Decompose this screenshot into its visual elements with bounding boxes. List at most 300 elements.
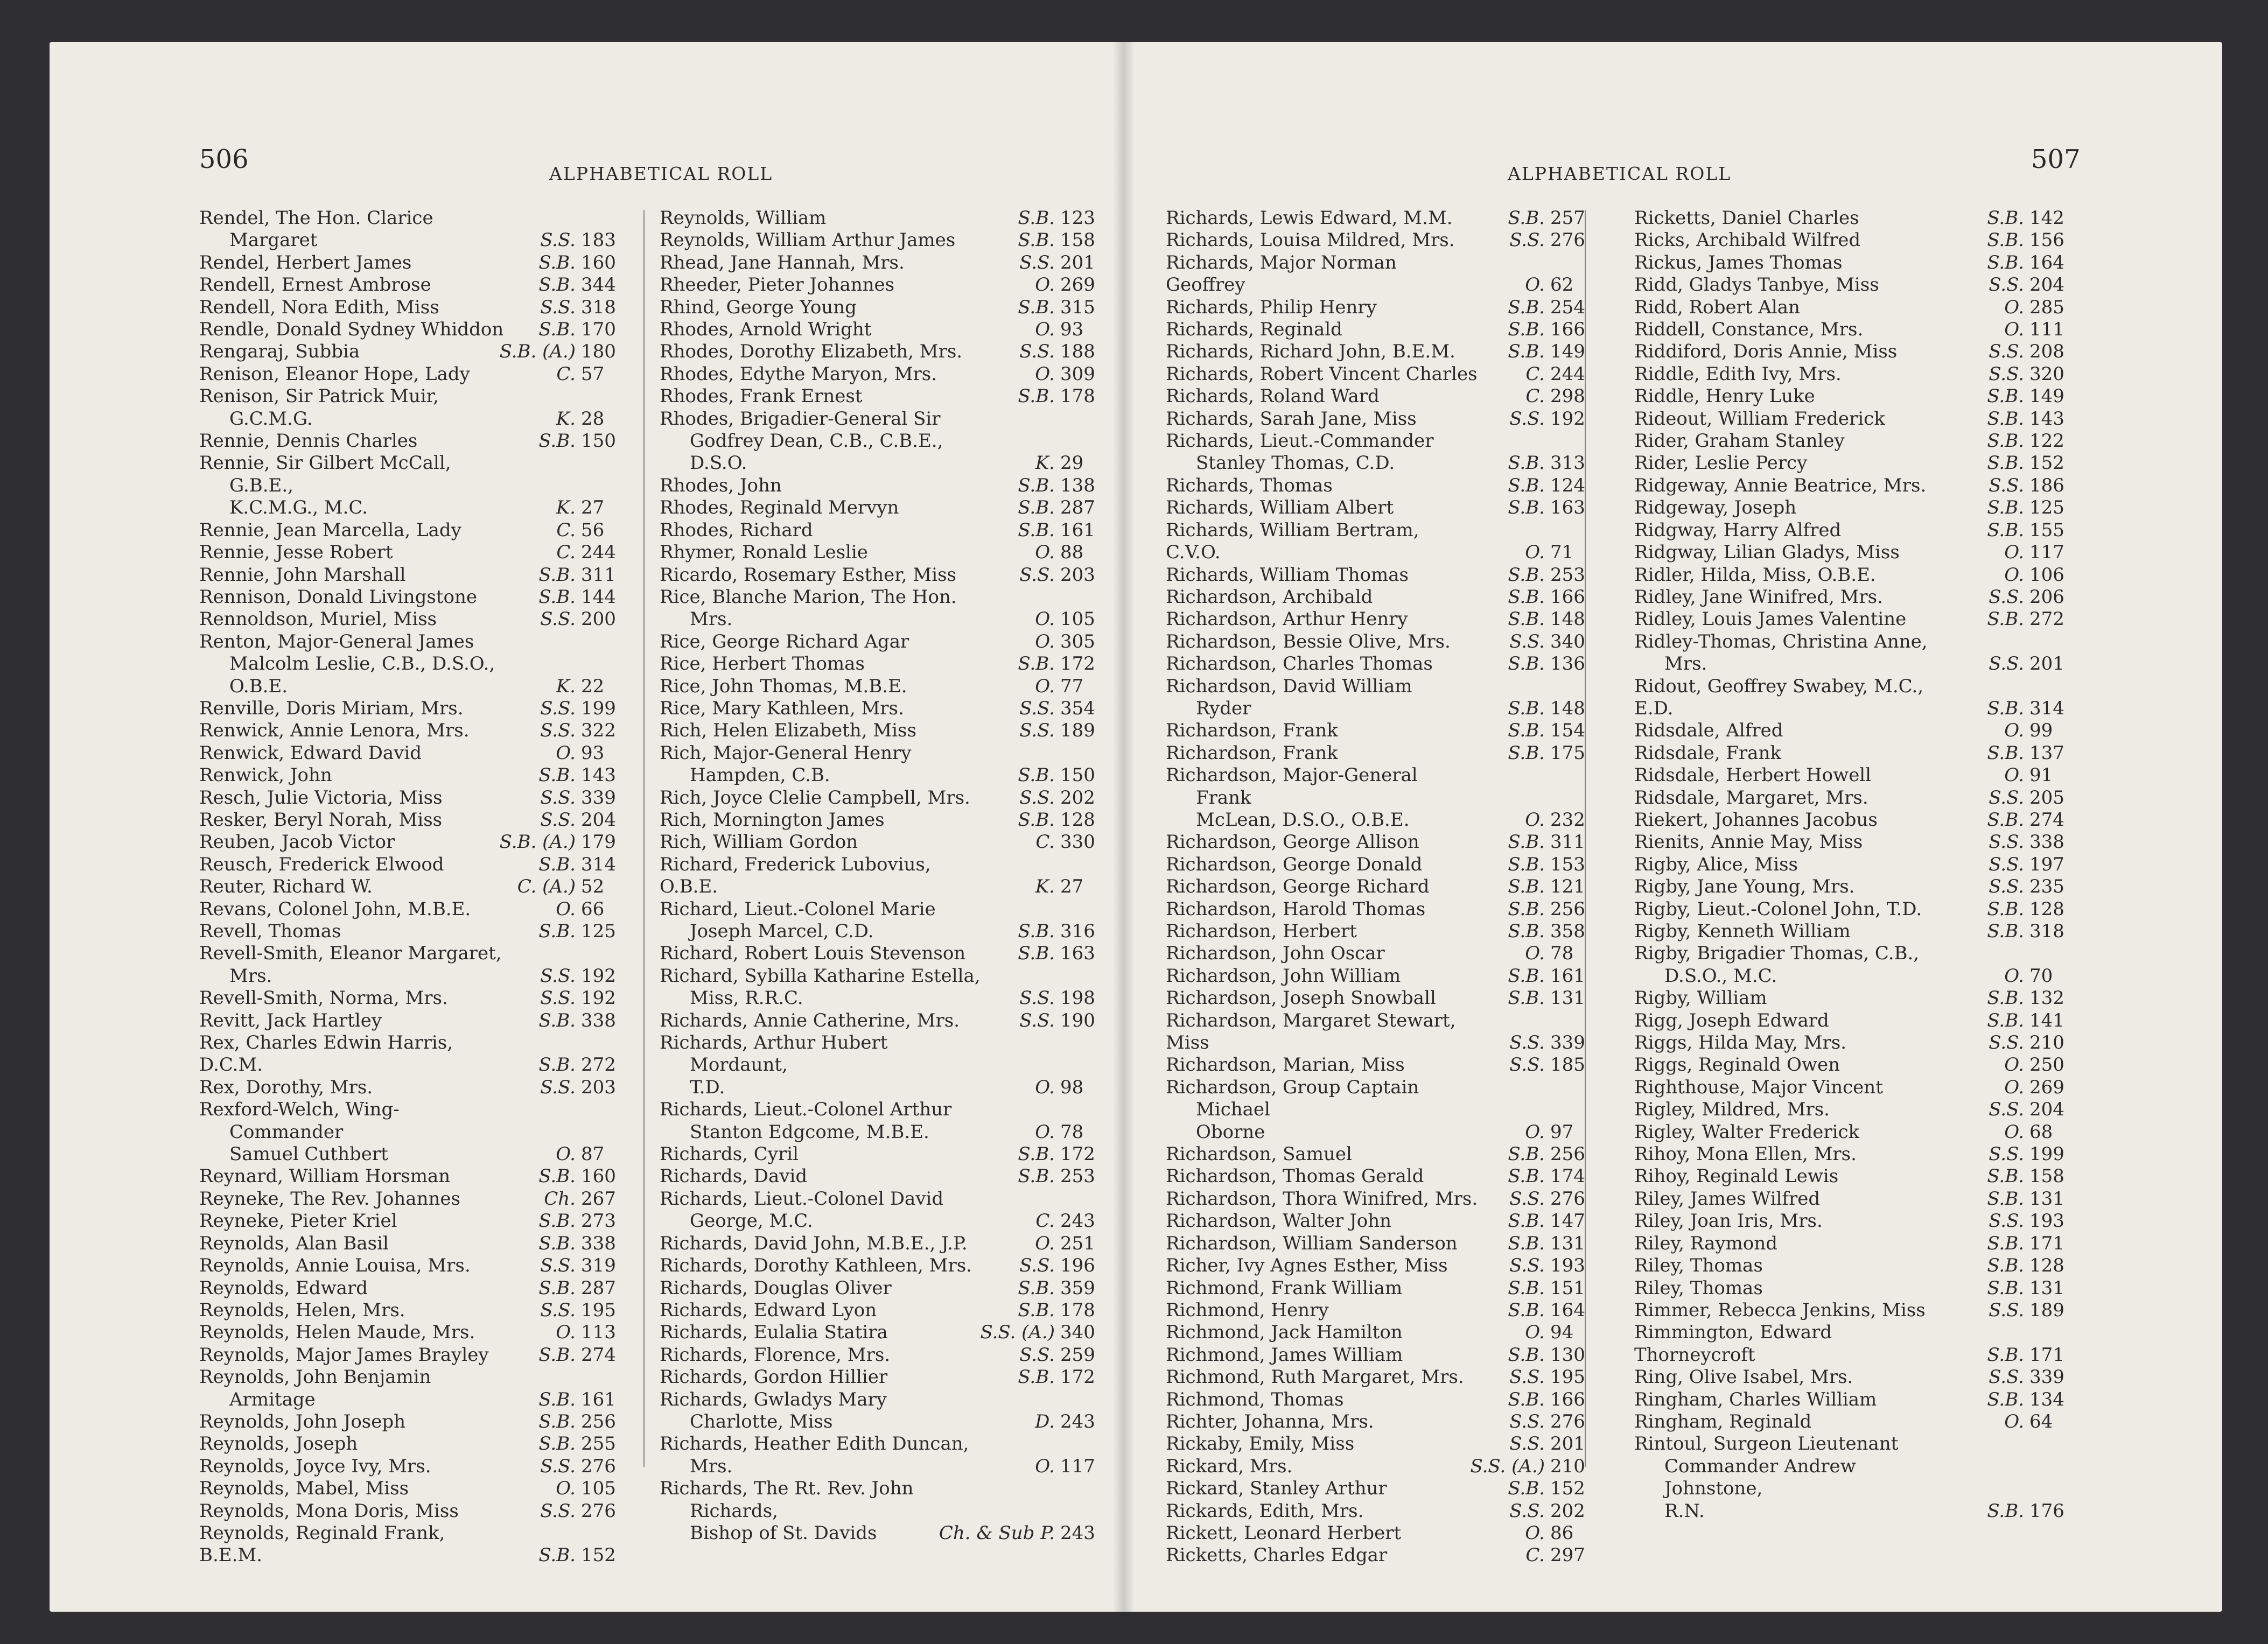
- entry-name: Reynolds, John Joseph: [199, 1410, 406, 1432]
- entry-page-ref: 201: [2029, 653, 2064, 675]
- entry-page-ref: 113: [581, 1322, 616, 1344]
- entry-name: Richmond, Frank William: [1166, 1277, 1403, 1299]
- roll-entry: [660, 1255, 1107, 1277]
- roll-entry: [1166, 1233, 1597, 1255]
- entry-section: S.B.: [538, 1165, 576, 1188]
- entry-page-ref: 287: [581, 1277, 616, 1299]
- entry-section: S.B.: [1987, 987, 2024, 1009]
- entry-section: S.B.: [1508, 1210, 1545, 1232]
- entry-name: Richards, Cyril: [660, 1143, 799, 1165]
- roll-entry: [1166, 1411, 1597, 1433]
- entry-name: Riddle, Edith Ivy, Mrs.: [1634, 363, 1842, 385]
- entry-page-ref: 77: [1060, 675, 1084, 697]
- entry-name: Riggs, Reginald Owen: [1634, 1054, 1840, 1076]
- entry-name: Renwick, Annie Lenora, Mrs.: [199, 720, 470, 742]
- entry-page-ref: 175: [1550, 742, 1585, 764]
- entry-page-ref: 62: [1550, 274, 1574, 296]
- entry-name: Rendell, Ernest Ambrose: [199, 274, 431, 296]
- roll-entry: [199, 943, 627, 987]
- entry-section: S.B.: [538, 853, 576, 875]
- entry-section: C.: [1525, 363, 1545, 385]
- roll-entry: [1634, 608, 2076, 630]
- entry-section: S.S.: [1509, 1032, 1545, 1054]
- entry-name: Rhymer, Ronald Leslie: [660, 542, 868, 564]
- entry-name: Renison, Eleanor Hope, Lady: [199, 363, 470, 385]
- roll-entry: [1166, 676, 1597, 720]
- roll-entry: [199, 1433, 627, 1455]
- entry-name: Richards, Richard John, B.E.M.: [1166, 341, 1455, 363]
- roll-entry: [199, 720, 627, 742]
- entry-name: Rheeder, Pieter Johannes: [660, 274, 895, 296]
- roll-entry: [660, 965, 1107, 1010]
- entry-page-ref: 250: [2029, 1054, 2064, 1076]
- entry-name: Rimmer, Rebecca Jenkins, Miss: [1634, 1299, 1926, 1321]
- entry-page-ref: 287: [1060, 497, 1095, 519]
- entry-section: C.: [556, 519, 576, 541]
- entry-name: Rhind, George Young: [660, 296, 857, 318]
- entry-page-ref: 255: [581, 1433, 616, 1455]
- entry-page-ref: 22: [581, 675, 605, 697]
- entry-section: S.S.: [1989, 1032, 2024, 1054]
- entry-page-ref: 78: [1060, 1121, 1084, 1143]
- entry-name: Richardson, John William: [1166, 965, 1401, 987]
- entry-page-ref: 149: [2029, 385, 2064, 408]
- entry-page-ref: 259: [1060, 1344, 1095, 1366]
- entry-name: Rhodes, Dorothy Elizabeth, Mrs.: [660, 341, 963, 363]
- roll-entry: [1166, 1054, 1597, 1076]
- entry-section: S.B.: [1987, 1232, 2024, 1254]
- roll-entry: [1634, 564, 2076, 586]
- entry-section: O.: [1035, 1455, 1055, 1477]
- entry-name: Ridout, Geoffrey Swabey, M.C., E.D.: [1634, 675, 1924, 719]
- entry-section: S.B.: [1987, 1255, 2024, 1277]
- entry-section: S.B.: [1987, 519, 2024, 541]
- roll-entry: [1634, 207, 2076, 229]
- entry-page-ref: 256: [1550, 898, 1585, 920]
- entry-section: O.: [2004, 1076, 2024, 1098]
- entry-section: S.B.: [1508, 452, 1545, 474]
- entry-name: Ridgway, Lilian Gladys, Miss: [1634, 542, 1900, 564]
- roll-entry: [1166, 1433, 1597, 1455]
- entry-section: S.B.: [538, 1388, 576, 1410]
- entry-page-ref: 160: [581, 1165, 616, 1188]
- entry-section: S.S.: [1019, 1009, 1055, 1031]
- roll-entry: [199, 542, 627, 564]
- entry-section: S.S.: [1989, 1366, 2024, 1388]
- roll-entry: [660, 1433, 1107, 1478]
- entry-name: Reyneke, The Rev. Johannes: [199, 1188, 460, 1210]
- entry-section: O.: [1035, 1232, 1055, 1254]
- entry-page-ref: 192: [581, 965, 616, 987]
- roll-entry: [1634, 229, 2076, 251]
- entry-section: O.: [2004, 542, 2024, 564]
- entry-page-ref: 315: [1060, 296, 1095, 318]
- entry-section: S.B.: [1987, 1388, 2024, 1410]
- roll-entry: [660, 1010, 1107, 1032]
- entry-page-ref: 253: [1060, 1165, 1095, 1188]
- entry-name: Reynolds, Mona Doris, Miss: [199, 1500, 459, 1522]
- entry-name: Rennoldson, Muriel, Miss: [199, 608, 437, 630]
- entry-page-ref: 316: [1060, 921, 1095, 942]
- entry-name: Reynolds, Helen Maude, Mrs.: [199, 1322, 475, 1344]
- entry-section: S.B.: [1987, 408, 2024, 430]
- roll-entry: [1634, 1433, 2076, 1522]
- roll-entry: [199, 1188, 627, 1210]
- entry-page-ref: 147: [1550, 1210, 1585, 1232]
- entry-page-ref: 97: [1550, 1121, 1574, 1143]
- entry-page-ref: 243: [1060, 1522, 1095, 1544]
- roll-entry: [1166, 631, 1597, 653]
- entry-page-ref: 193: [1550, 1255, 1585, 1277]
- roll-entry: [1166, 363, 1597, 385]
- entry-section: S.B.: [1508, 831, 1545, 853]
- entry-page-ref: 201: [1060, 251, 1095, 273]
- entry-name: Renwick, John: [199, 764, 332, 786]
- entry-name: Rintoul, Surgeon Lieutenant Commander Andrew Johnstone, R.N.: [1634, 1433, 1899, 1522]
- entry-page-ref: 151: [1550, 1277, 1585, 1299]
- entry-page-ref: 155: [2029, 519, 2064, 541]
- entry-page-ref: 269: [2029, 1076, 2064, 1098]
- entry-name: Reynolds, Annie Louisa, Mrs.: [199, 1255, 471, 1277]
- entry-name: Rickaby, Emily, Miss: [1166, 1433, 1355, 1455]
- entry-section: S.S.: [1509, 1054, 1545, 1076]
- roll-entry: [1166, 1478, 1597, 1500]
- entry-page-ref: 244: [1550, 363, 1585, 385]
- roll-entry: [199, 987, 627, 1009]
- entry-page-ref: 185: [1550, 1054, 1585, 1076]
- entry-section: S.B.: [1018, 519, 1055, 541]
- entry-name: Rider, Leslie Percy: [1634, 452, 1808, 474]
- entry-section: S.B.: [1508, 608, 1545, 630]
- entry-section: S.B.: [1508, 1277, 1545, 1299]
- roll-entry: [199, 1032, 627, 1077]
- entry-page-ref: 150: [581, 430, 616, 452]
- entry-section: S.B.: [1987, 207, 2024, 229]
- entry-name: Richards, Douglas Oliver: [660, 1277, 892, 1299]
- entry-section: S.B.: [1508, 474, 1545, 496]
- entry-section: C.: [1525, 1544, 1545, 1566]
- entry-page-ref: 143: [2029, 408, 2064, 430]
- entry-page-ref: 78: [1550, 943, 1574, 965]
- entry-page-ref: 340: [1550, 630, 1585, 652]
- roll-entry: [1634, 1165, 2076, 1188]
- roll-entry: [1634, 1188, 2076, 1210]
- roll-entry: [660, 274, 1107, 296]
- roll-entry: [1634, 1099, 2076, 1121]
- entry-page-ref: 131: [2029, 1188, 2064, 1210]
- entry-section: S.B.: [1018, 1143, 1055, 1165]
- roll-entry: [660, 1233, 1107, 1255]
- entry-page-ref: 156: [2029, 229, 2064, 251]
- entry-section: C.: [1035, 1210, 1055, 1232]
- roll-entry: [660, 385, 1107, 408]
- entry-section: S.S.: [540, 1455, 576, 1477]
- entry-name: Richards, Annie Catherine, Mrs.: [660, 1009, 960, 1031]
- entry-name: Richards, Lieut.-Colonel David George, M.C.: [660, 1188, 944, 1232]
- entry-page-ref: 311: [581, 564, 616, 586]
- entry-section: O.: [1035, 1076, 1055, 1098]
- entry-page-ref: 256: [581, 1410, 616, 1432]
- entry-name: Richards, Gwladys Mary Charlotte, Miss: [660, 1388, 887, 1432]
- roll-entry: [199, 452, 627, 519]
- entry-section: S.S.: [1989, 831, 2024, 853]
- entry-name: Rienits, Annie May, Miss: [1634, 831, 1863, 853]
- entry-page-ref: 166: [1550, 319, 1585, 341]
- entry-page-ref: 276: [1550, 229, 1585, 251]
- entry-page-ref: 131: [2029, 1277, 2064, 1299]
- entry-section: S.B.: [1018, 296, 1055, 318]
- entry-page-ref: 164: [1550, 1299, 1585, 1321]
- roll-entry: [199, 1255, 627, 1277]
- entry-page-ref: 305: [1060, 630, 1095, 652]
- entry-name: Rennison, Donald Livingstone: [199, 586, 477, 608]
- entry-page-ref: 171: [2029, 1232, 2064, 1254]
- entry-name: Rice, John Thomas, M.B.E.: [660, 675, 907, 697]
- entry-page-ref: 160: [581, 251, 616, 273]
- roll-entry: [1634, 274, 2076, 296]
- entry-section: S.B.: [1018, 653, 1055, 675]
- entry-name: Riddell, Constance, Mrs.: [1634, 319, 1864, 341]
- roll-entry: [660, 653, 1107, 675]
- entry-page-ref: 272: [581, 1054, 616, 1076]
- entry-name: Richards, David: [660, 1165, 808, 1188]
- roll-entry: [1166, 720, 1597, 742]
- entry-section: S.B.: [1508, 720, 1545, 742]
- entry-section: S.S.: [1509, 630, 1545, 652]
- roll-entry: [199, 608, 627, 630]
- entry-section: K.: [556, 408, 576, 430]
- roll-entry: [199, 1277, 627, 1299]
- roll-entry: [1634, 987, 2076, 1009]
- entry-name: Richardson, Bessie Olive, Mrs.: [1166, 630, 1451, 652]
- roll-entry: [1166, 1500, 1597, 1522]
- entry-page-ref: 197: [2029, 853, 2064, 875]
- entry-name: Rhodes, Arnold Wright: [660, 319, 872, 341]
- entry-page-ref: 338: [2029, 831, 2064, 853]
- entry-page-ref: 178: [1060, 385, 1095, 408]
- entry-page-ref: 176: [2029, 1500, 2064, 1522]
- entry-name: Rennie, Sir Gilbert McCall, G.B.E., K.C.M.G., M.C.: [199, 452, 451, 519]
- entry-section: S.B.: [1018, 764, 1055, 786]
- entry-name: Reynolds, William: [660, 207, 827, 229]
- roll-entry: [1166, 1077, 1597, 1143]
- roll-entry: [1634, 1255, 2076, 1277]
- roll-entry: [1634, 676, 2076, 720]
- entry-name: Rhodes, Edythe Maryon, Mrs.: [660, 363, 937, 385]
- entry-name: Richards, Eulalia Statira: [660, 1322, 888, 1344]
- entry-name: Reynolds, Reginald Frank, B.E.M.: [199, 1522, 445, 1566]
- entry-name: Rice, Herbert Thomas: [660, 653, 865, 675]
- roll-entry: [1166, 252, 1597, 297]
- entry-name: Renville, Doris Miriam, Mrs.: [199, 697, 464, 719]
- entry-section: K.: [1035, 452, 1055, 474]
- entry-name: Revell, Thomas: [199, 921, 341, 942]
- entry-name: Richmond, Thomas: [1166, 1388, 1344, 1410]
- roll-entry: [199, 1010, 627, 1032]
- entry-page-ref: 256: [1550, 1143, 1585, 1165]
- entry-section: S.B.: [1508, 1232, 1545, 1254]
- roll-entry: [1634, 452, 2076, 474]
- roll-entry: [1166, 1255, 1597, 1277]
- roll-entry: [199, 898, 627, 921]
- entry-section: O.: [2004, 764, 2024, 786]
- roll-entry: [199, 787, 627, 809]
- entry-section: S.B.: [1508, 1388, 1545, 1410]
- entry-section: S.S.: [1989, 653, 2024, 675]
- roll-entry: [199, 764, 627, 786]
- entry-name: Ridley-Thomas, Christina Anne, Mrs.: [1634, 630, 1928, 675]
- entry-name: Richard, Lieut.-Colonel Marie Joseph Marcel, C.D.: [660, 898, 936, 942]
- entry-name: Ridsdale, Alfred: [1634, 720, 1783, 742]
- entry-page-ref: 276: [581, 1500, 616, 1522]
- entry-page-ref: 174: [1550, 1165, 1585, 1188]
- roll-entry: [660, 898, 1107, 943]
- roll-entry: [1166, 519, 1597, 564]
- roll-entry: [1166, 564, 1597, 586]
- entry-name: Rice, Mary Kathleen, Mrs.: [660, 697, 904, 719]
- entry-name: Richer, Ivy Agnes Esther, Miss: [1166, 1255, 1448, 1277]
- roll-entry: [1634, 720, 2076, 742]
- entry-name: Richards, Edward Lyon: [660, 1299, 877, 1321]
- entry-section: O.: [1035, 1121, 1055, 1143]
- entry-name: Riddiford, Doris Annie, Miss: [1634, 341, 1898, 363]
- roll-entry: [1166, 1277, 1597, 1299]
- entry-page-ref: 319: [581, 1255, 616, 1277]
- entry-page-ref: 204: [581, 809, 616, 831]
- entry-section: S.S.: [540, 229, 576, 251]
- entry-section: C. (A.): [517, 876, 576, 898]
- entry-name: Riddle, Henry Luke: [1634, 385, 1815, 408]
- entry-page-ref: 254: [1550, 296, 1585, 318]
- roll-entry: [1634, 787, 2076, 809]
- roll-entry: [1166, 1389, 1597, 1411]
- entry-name: Rennie, Jesse Robert: [199, 542, 393, 564]
- roll-entry: [1166, 987, 1597, 1009]
- entry-page-ref: 274: [581, 1344, 616, 1366]
- entry-name: Reynolds, Mabel, Miss: [199, 1478, 409, 1500]
- roll-entry: [199, 742, 627, 764]
- entry-name: Rigby, Alice, Miss: [1634, 853, 1798, 875]
- entry-section: S.B.: [538, 1344, 576, 1366]
- roll-entry: [1634, 898, 2076, 921]
- entry-section: S.S.: [1509, 1366, 1545, 1388]
- roll-entry: [660, 831, 1107, 853]
- entry-section: S.S.: [540, 697, 576, 719]
- roll-entry: [660, 698, 1107, 720]
- entry-page-ref: 202: [1060, 786, 1095, 809]
- entry-page-ref: 152: [1550, 1478, 1585, 1500]
- roll-entry: [1166, 1544, 1597, 1566]
- entry-section: O.: [1035, 675, 1055, 697]
- entry-page-ref: 93: [581, 742, 605, 764]
- roll-entry: [1166, 297, 1597, 319]
- entry-section: S.S. (A.): [980, 1322, 1055, 1344]
- roll-entry: [199, 1322, 627, 1344]
- entry-name: Reusch, Frederick Elwood: [199, 853, 444, 875]
- roll-entry: [1166, 1344, 1597, 1366]
- entry-page-ref: 125: [2029, 497, 2064, 519]
- roll-entry: [199, 385, 627, 430]
- entry-page-ref: 136: [1550, 653, 1585, 675]
- entry-name: Rickett, Leonard Herbert: [1166, 1522, 1402, 1544]
- entry-section: S.S.: [1509, 1433, 1545, 1455]
- entry-section: S.B.: [538, 1544, 576, 1566]
- entry-section: S.B.: [538, 319, 576, 341]
- entry-name: Ridler, Hilda, Miss, O.B.E.: [1634, 564, 1876, 586]
- entry-name: Rickards, Edith, Mrs.: [1166, 1500, 1364, 1522]
- entry-name: Rendel, The Hon. Clarice Margaret: [199, 207, 433, 251]
- entry-section: S.B.: [1987, 430, 2024, 452]
- entry-page-ref: 71: [1550, 542, 1574, 564]
- entry-name: Ring, Olive Isabel, Mrs.: [1634, 1366, 1853, 1388]
- roll-entry: [199, 274, 627, 296]
- entry-page-ref: 203: [1060, 564, 1095, 586]
- entry-name: Rex, Dorothy, Mrs.: [199, 1076, 373, 1098]
- entry-page-ref: 243: [1060, 1410, 1095, 1432]
- entry-page-ref: 57: [581, 363, 605, 385]
- left-running-head: ALPHABETICAL ROLL: [549, 163, 773, 184]
- entry-section: S.B.: [1018, 1366, 1055, 1388]
- roll-entry: [660, 1165, 1107, 1188]
- roll-entry: [1166, 854, 1597, 876]
- entry-name: Richard, Frederick Lubovius, O.B.E.: [660, 853, 931, 898]
- entry-section: S.B.: [1987, 1344, 2024, 1366]
- entry-page-ref: 137: [2029, 742, 2064, 764]
- entry-section: S.S.: [1509, 1410, 1545, 1432]
- entry-name: Ricardo, Rosemary Esther, Miss: [660, 564, 956, 586]
- roll-entry: [1166, 1210, 1597, 1232]
- entry-section: S.B.: [538, 764, 576, 786]
- entry-page-ref: 208: [2029, 341, 2064, 363]
- entry-section: S.S.: [1019, 564, 1055, 586]
- entry-page-ref: 203: [581, 1076, 616, 1098]
- entry-page-ref: 195: [1550, 1366, 1585, 1388]
- entry-name: Rickard, Stanley Arthur: [1166, 1478, 1387, 1500]
- entry-page-ref: 161: [1550, 965, 1585, 987]
- entry-section: S.S.: [1989, 1299, 2024, 1321]
- entry-name: Richardson, Herbert: [1166, 921, 1357, 942]
- entry-section: S.B.: [1018, 385, 1055, 408]
- entry-page-ref: 87: [581, 1143, 605, 1165]
- entry-section: S.B.: [1018, 1165, 1055, 1188]
- roll-entry: [660, 1366, 1107, 1388]
- entry-page-ref: 163: [1060, 943, 1095, 965]
- entry-section: K.: [1035, 876, 1055, 898]
- entry-name: Rigby, Jane Young, Mrs.: [1634, 876, 1855, 898]
- roll-entry: [660, 1478, 1107, 1544]
- entry-section: S.B.: [1987, 385, 2024, 408]
- roll-entry: [660, 341, 1107, 363]
- entry-section: S.S.: [1989, 274, 2024, 296]
- entry-page-ref: 314: [2029, 697, 2064, 719]
- roll-entry: [1634, 519, 2076, 542]
- entry-section: S.S. (A.): [1470, 1455, 1545, 1477]
- roll-entry: [1634, 1143, 2076, 1165]
- entry-name: Rickard, Mrs.: [1166, 1455, 1293, 1477]
- roll-entry: [660, 1277, 1107, 1299]
- entry-section: S.B.: [538, 1410, 576, 1432]
- roll-entry: [1634, 475, 2076, 497]
- entry-page-ref: 313: [1550, 452, 1585, 474]
- entry-page-ref: 339: [2029, 1366, 2064, 1388]
- entry-page-ref: 338: [581, 1232, 616, 1254]
- entry-name: Richardson, Walter John: [1166, 1210, 1392, 1232]
- entry-page-ref: 232: [1550, 809, 1585, 831]
- entry-section: Ch. & Sub P.: [939, 1522, 1055, 1544]
- roll-entry: [660, 1143, 1107, 1165]
- roll-entry: [660, 542, 1107, 564]
- entry-name: Rice, Blanche Marion, The Hon. Mrs.: [660, 586, 957, 630]
